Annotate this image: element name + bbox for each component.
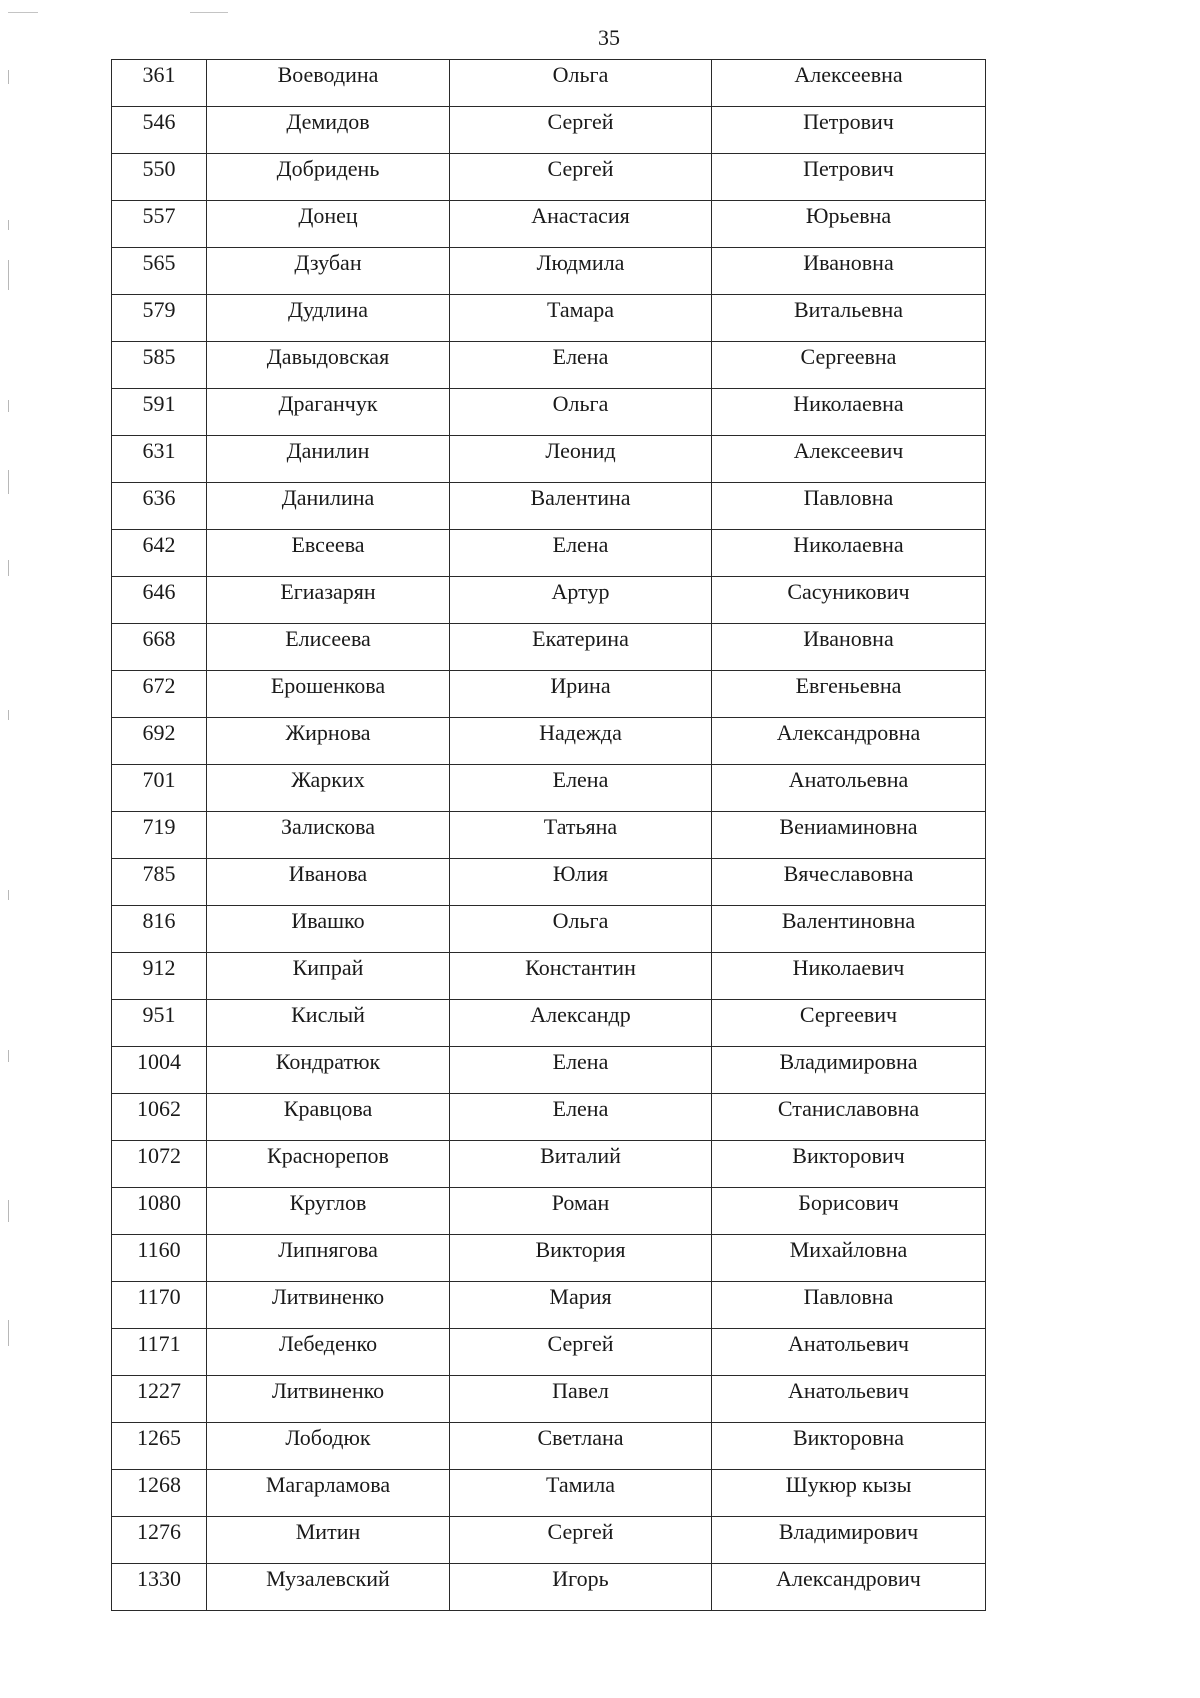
first-name-cell: Тамила xyxy=(450,1470,712,1517)
first-name-cell: Ольга xyxy=(450,389,712,436)
first-name-cell: Анастасия xyxy=(450,201,712,248)
table-row xyxy=(112,859,986,906)
surname-cell: Жарких xyxy=(207,765,450,812)
first-name-cell: Ольга xyxy=(450,906,712,953)
first-name-cell: Ольга xyxy=(450,60,712,107)
patronymic-cell: Вениаминовна xyxy=(712,812,986,859)
scan-artifact-mark xyxy=(190,12,228,13)
table-row xyxy=(112,1282,986,1329)
surname-cell: Ивашко xyxy=(207,906,450,953)
patronymic-cell: Павловна xyxy=(712,1282,986,1329)
row-number-cell: 785 xyxy=(112,859,207,906)
first-name-cell: Тамара xyxy=(450,295,712,342)
first-name-cell: Мария xyxy=(450,1282,712,1329)
first-name-cell: Сергей xyxy=(450,1517,712,1564)
table-row xyxy=(112,1235,986,1282)
table-row xyxy=(112,718,986,765)
surname-cell: Круглов xyxy=(207,1188,450,1235)
table-row xyxy=(112,1141,986,1188)
surname-cell: Евсеева xyxy=(207,530,450,577)
surname-cell: Лебеденко xyxy=(207,1329,450,1376)
row-number-cell: 816 xyxy=(112,906,207,953)
table-row xyxy=(112,1376,986,1423)
patronymic-cell: Шукюр кызы xyxy=(712,1470,986,1517)
row-number-cell: 642 xyxy=(112,530,207,577)
row-number-cell: 565 xyxy=(112,248,207,295)
patronymic-cell: Сергеевна xyxy=(712,342,986,389)
first-name-cell: Татьяна xyxy=(450,812,712,859)
patronymic-cell: Сасуникович xyxy=(712,577,986,624)
patronymic-cell: Николаевич xyxy=(712,953,986,1000)
row-number-cell: 692 xyxy=(112,718,207,765)
first-name-cell: Екатерина xyxy=(450,624,712,671)
row-number-cell: 1004 xyxy=(112,1047,207,1094)
row-number-cell: 1170 xyxy=(112,1282,207,1329)
patronymic-cell: Николаевна xyxy=(712,530,986,577)
table-row xyxy=(112,530,986,577)
row-number-cell: 1276 xyxy=(112,1517,207,1564)
surname-cell: Литвиненко xyxy=(207,1282,450,1329)
patronymic-cell: Александрович xyxy=(712,1564,986,1611)
first-name-cell: Виктория xyxy=(450,1235,712,1282)
surname-cell: Драганчук xyxy=(207,389,450,436)
patronymic-cell: Николаевна xyxy=(712,389,986,436)
patronymic-cell: Станиславовна xyxy=(712,1094,986,1141)
row-number-cell: 701 xyxy=(112,765,207,812)
patronymic-cell: Анатольевич xyxy=(712,1376,986,1423)
row-number-cell: 1062 xyxy=(112,1094,207,1141)
patronymic-cell: Алексеевич xyxy=(712,436,986,483)
first-name-cell: Светлана xyxy=(450,1423,712,1470)
table-row xyxy=(112,1000,986,1047)
row-number-cell: 646 xyxy=(112,577,207,624)
surname-cell: Егиазарян xyxy=(207,577,450,624)
first-name-cell: Александр xyxy=(450,1000,712,1047)
row-number-cell: 951 xyxy=(112,1000,207,1047)
patronymic-cell: Ивановна xyxy=(712,248,986,295)
surname-cell: Данилин xyxy=(207,436,450,483)
table-row xyxy=(112,1517,986,1564)
surname-cell: Добридень xyxy=(207,154,450,201)
surname-cell: Дзубан xyxy=(207,248,450,295)
first-name-cell: Елена xyxy=(450,342,712,389)
first-name-cell: Артур xyxy=(450,577,712,624)
surname-cell: Липнягова xyxy=(207,1235,450,1282)
surname-cell: Дудлина xyxy=(207,295,450,342)
patronymic-cell: Михайловна xyxy=(712,1235,986,1282)
first-name-cell: Виталий xyxy=(450,1141,712,1188)
row-number-cell: 557 xyxy=(112,201,207,248)
surname-cell: Кислый xyxy=(207,1000,450,1047)
surname-cell: Залискова xyxy=(207,812,450,859)
surname-cell: Давыдовская xyxy=(207,342,450,389)
table-row xyxy=(112,1188,986,1235)
first-name-cell: Елена xyxy=(450,1094,712,1141)
first-name-cell: Юлия xyxy=(450,859,712,906)
table-row xyxy=(112,154,986,201)
patronymic-cell: Борисович xyxy=(712,1188,986,1235)
row-number-cell: 1171 xyxy=(112,1329,207,1376)
first-name-cell: Сергей xyxy=(450,1329,712,1376)
table-row xyxy=(112,201,986,248)
table-row xyxy=(112,1047,986,1094)
row-number-cell: 668 xyxy=(112,624,207,671)
patronymic-cell: Владимирович xyxy=(712,1517,986,1564)
patronymic-cell: Витальевна xyxy=(712,295,986,342)
first-name-cell: Надежда xyxy=(450,718,712,765)
first-name-cell: Константин xyxy=(450,953,712,1000)
row-number-cell: 1265 xyxy=(112,1423,207,1470)
first-name-cell: Павел xyxy=(450,1376,712,1423)
first-name-cell: Валентина xyxy=(450,483,712,530)
surname-cell: Митин xyxy=(207,1517,450,1564)
patronymic-cell: Петрович xyxy=(712,154,986,201)
first-name-cell: Роман xyxy=(450,1188,712,1235)
row-number-cell: 550 xyxy=(112,154,207,201)
table-row xyxy=(112,342,986,389)
table-row xyxy=(112,812,986,859)
row-number-cell: 631 xyxy=(112,436,207,483)
patronymic-cell: Павловна xyxy=(712,483,986,530)
patronymic-cell: Владимировна xyxy=(712,1047,986,1094)
table-row xyxy=(112,295,986,342)
patronymic-cell: Ивановна xyxy=(712,624,986,671)
row-number-cell: 719 xyxy=(112,812,207,859)
table-row xyxy=(112,1329,986,1376)
row-number-cell: 1330 xyxy=(112,1564,207,1611)
table-row xyxy=(112,60,986,107)
patronymic-cell: Викторовна xyxy=(712,1423,986,1470)
row-number-cell: 579 xyxy=(112,295,207,342)
row-number-cell: 636 xyxy=(112,483,207,530)
first-name-cell: Сергей xyxy=(450,107,712,154)
first-name-cell: Елена xyxy=(450,765,712,812)
roster-table-body xyxy=(112,60,986,1611)
first-name-cell: Сергей xyxy=(450,154,712,201)
table-row xyxy=(112,906,986,953)
patronymic-cell: Петрович xyxy=(712,107,986,154)
surname-cell: Лободюк xyxy=(207,1423,450,1470)
patronymic-cell: Александровна xyxy=(712,718,986,765)
row-number-cell: 1080 xyxy=(112,1188,207,1235)
table-row xyxy=(112,436,986,483)
row-number-cell: 672 xyxy=(112,671,207,718)
row-number-cell: 546 xyxy=(112,107,207,154)
patronymic-cell: Юрьевна xyxy=(712,201,986,248)
patronymic-cell: Анатольевич xyxy=(712,1329,986,1376)
row-number-cell: 1072 xyxy=(112,1141,207,1188)
row-number-cell: 1268 xyxy=(112,1470,207,1517)
first-name-cell: Людмила xyxy=(450,248,712,295)
table-row xyxy=(112,765,986,812)
row-number-cell: 1227 xyxy=(112,1376,207,1423)
row-number-cell: 585 xyxy=(112,342,207,389)
table-row xyxy=(112,389,986,436)
row-number-cell: 591 xyxy=(112,389,207,436)
first-name-cell: Ирина xyxy=(450,671,712,718)
table-row xyxy=(112,671,986,718)
surname-cell: Кондратюк xyxy=(207,1047,450,1094)
surname-cell: Кравцова xyxy=(207,1094,450,1141)
surname-cell: Донец xyxy=(207,201,450,248)
row-number-cell: 1160 xyxy=(112,1235,207,1282)
first-name-cell: Елена xyxy=(450,1047,712,1094)
patronymic-cell: Вячеславовна xyxy=(712,859,986,906)
patronymic-cell: Викторович xyxy=(712,1141,986,1188)
surname-cell: Жирнова xyxy=(207,718,450,765)
first-name-cell: Леонид xyxy=(450,436,712,483)
table-row xyxy=(112,1564,986,1611)
table-row xyxy=(112,953,986,1000)
page-number: 35 xyxy=(598,25,620,50)
table-row xyxy=(112,483,986,530)
surname-cell: Краснорепов xyxy=(207,1141,450,1188)
surname-cell: Воеводина xyxy=(207,60,450,107)
surname-cell: Магарламова xyxy=(207,1470,450,1517)
patronymic-cell: Евгеньевна xyxy=(712,671,986,718)
surname-cell: Кипрай xyxy=(207,953,450,1000)
table-row xyxy=(112,1470,986,1517)
row-number-cell: 912 xyxy=(112,953,207,1000)
table-row xyxy=(112,577,986,624)
first-name-cell: Елена xyxy=(450,530,712,577)
surname-cell: Елисеева xyxy=(207,624,450,671)
first-name-cell: Игорь xyxy=(450,1564,712,1611)
surname-cell: Демидов xyxy=(207,107,450,154)
surname-cell: Иванова xyxy=(207,859,450,906)
row-number-cell: 361 xyxy=(112,60,207,107)
table-row xyxy=(112,1094,986,1141)
roster-table xyxy=(111,59,986,1611)
surname-cell: Литвиненко xyxy=(207,1376,450,1423)
patronymic-cell: Валентиновна xyxy=(712,906,986,953)
patronymic-cell: Анатольевна xyxy=(712,765,986,812)
scan-edge-marks xyxy=(6,70,12,1390)
patronymic-cell: Алексеевна xyxy=(712,60,986,107)
surname-cell: Ерошенкова xyxy=(207,671,450,718)
table-row xyxy=(112,1423,986,1470)
table-row xyxy=(112,624,986,671)
surname-cell: Данилина xyxy=(207,483,450,530)
table-row xyxy=(112,107,986,154)
surname-cell: Музалевский xyxy=(207,1564,450,1611)
scan-artifact-mark xyxy=(8,12,38,13)
table-row xyxy=(112,248,986,295)
patronymic-cell: Сергеевич xyxy=(712,1000,986,1047)
